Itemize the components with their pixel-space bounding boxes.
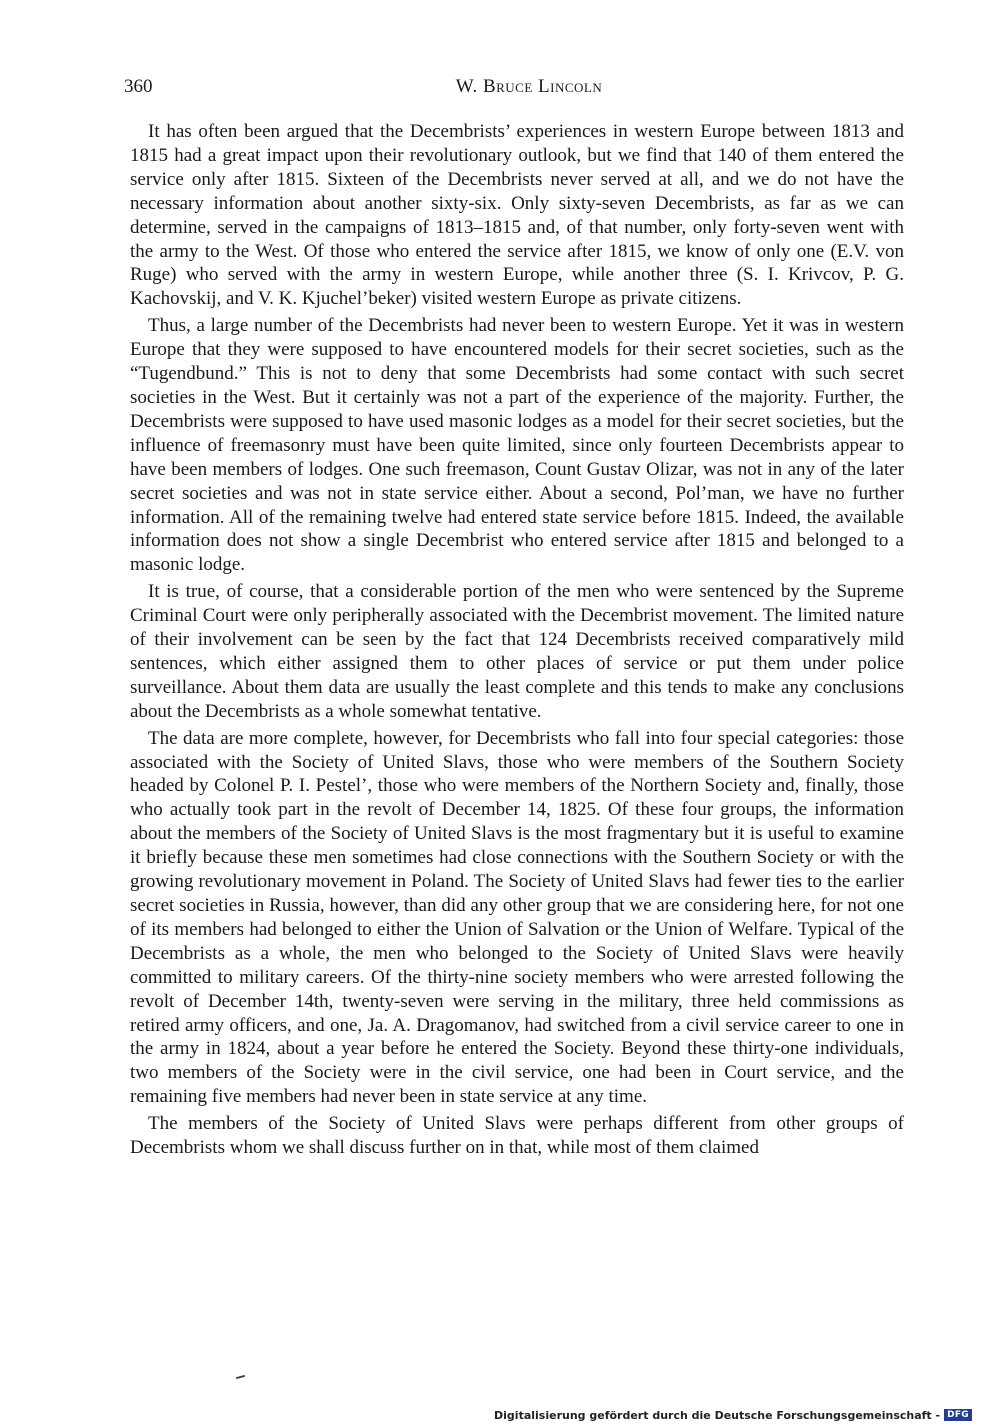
digitization-credit bbox=[494, 1407, 972, 1423]
paragraph-4: The data are more complete, however, for Decembrists who fall into four special categories: those associated with the Society of United Slavs, those who were members of the Southern Society headed by Colonel P. I. Pestel’, those who were members of the Northern Society and, finally, those who actually took part in the revolt of December 14, 1825. Of these four groups, the information about the members of the Society of United Slavs is the most fragmentary but it is useful to examine it briefly because these men sometimes had close connections with the Southern Society or with the growing revolutionary movement in Poland. The Society of United Slavs had fewer ties to the earlier secret societies in Russia, however, than did any other group that we are considering here, for not one of its members had belonged to either the Union of Salvation or the Union of Welfare. Typical of the Decembrists as a whole, the men who belonged to the Society of United Slavs were heavily committed to military careers. Of the thirty-nine society members who were arrested following the revolt of December 14th, twenty-seven were serving in the military, three held commissions as retired army officers, and one, Ja. A. Dragomanov, had switched from a civil service career to one in the army in 1824, about a year before he entered the Society. Beyond these thirty-one individuals, two members of the Society were in the civil service, one had been in Court service, and the remaining five members had never been in state service at any time. bbox=[130, 727, 904, 1108]
paragraph-2: Thus, a large number of the Decembrists had never been to western Europe. Yet it was in western Europe that they were supposed to have encountered models for their secret societies, such as the “Tugendbund.” This is not to deny that some Decembrists had some contact with such secret societies in the West. But it certainly was not a part of the experience of the majority. Further, the Decembrists were supposed to have used masonic lodges as a model for their secret societies, but the influence of freemasonry must have been quite limited, since only fourteen Decembrists appear to have been members of lodges. One such freemason, Count Gustav Olizar, was not in any of the later secret societies and was not in state service either. About a second, Pol’man, we have no further information. All of the remaining twelve had entered state service before 1815. Indeed, the available information does not show a single Decembrist who entered service after 1815 and belonged to a masonic lodge. bbox=[130, 315, 904, 576]
page-number: 360 bbox=[124, 76, 153, 97]
dfg-logo: DFG bbox=[944, 1409, 972, 1421]
body-text bbox=[130, 120, 904, 1163]
paragraph-1: It has often been argued that the Decembrists’ experiences in western Europe between 1813 and 1815 had a great impact upon their revolutionary outlook, but we find that 140 of them entered the service only after 1815. Sixteen of the Decembrists never served at all, and we do not have the necessary information about another sixty-six. Only sixty-seven Decembrists, as far as we can determine, served in the campaigns of 1813–1815 and, of that number, only forty-seven went with the army to the West. Of those who entered the service after 1815, we know of only one (E.V. von Ruge) who served with the army in western Europe, while another three (S. I. Krivcov, P. G. Kachovskij, and V. K. Kjuchel’beker) visited western Europe as private citizens. bbox=[130, 121, 904, 310]
page-header bbox=[124, 76, 904, 100]
paragraph-3: It is true, of course, that a considerable portion of the men who were sentenced by the Supreme Criminal Court were only peripherally associated with the Decembrist movement. The limited nature of their involvement can be seen by the fact that 124 Decembrists received comparatively mild sentences, which either assigned them to other places of service or put them under police surveillance. About them data are usually the least complete and this tends to make any conclusions about the Decembrists as a whole somewhat tentative. bbox=[130, 581, 904, 722]
paragraph-5: The members of the Society of United Slavs were perhaps different from other groups of Decembrists whom we shall discuss further on in that, while most of them claimed bbox=[130, 1113, 904, 1159]
stray-ink-mark bbox=[236, 1375, 245, 1379]
running-head: W. Bruce Lincoln bbox=[455, 76, 603, 97]
credit-text: Digitalisierung gefördert durch die Deutsche Forschungsgemeinschaft - bbox=[494, 1408, 941, 1422]
